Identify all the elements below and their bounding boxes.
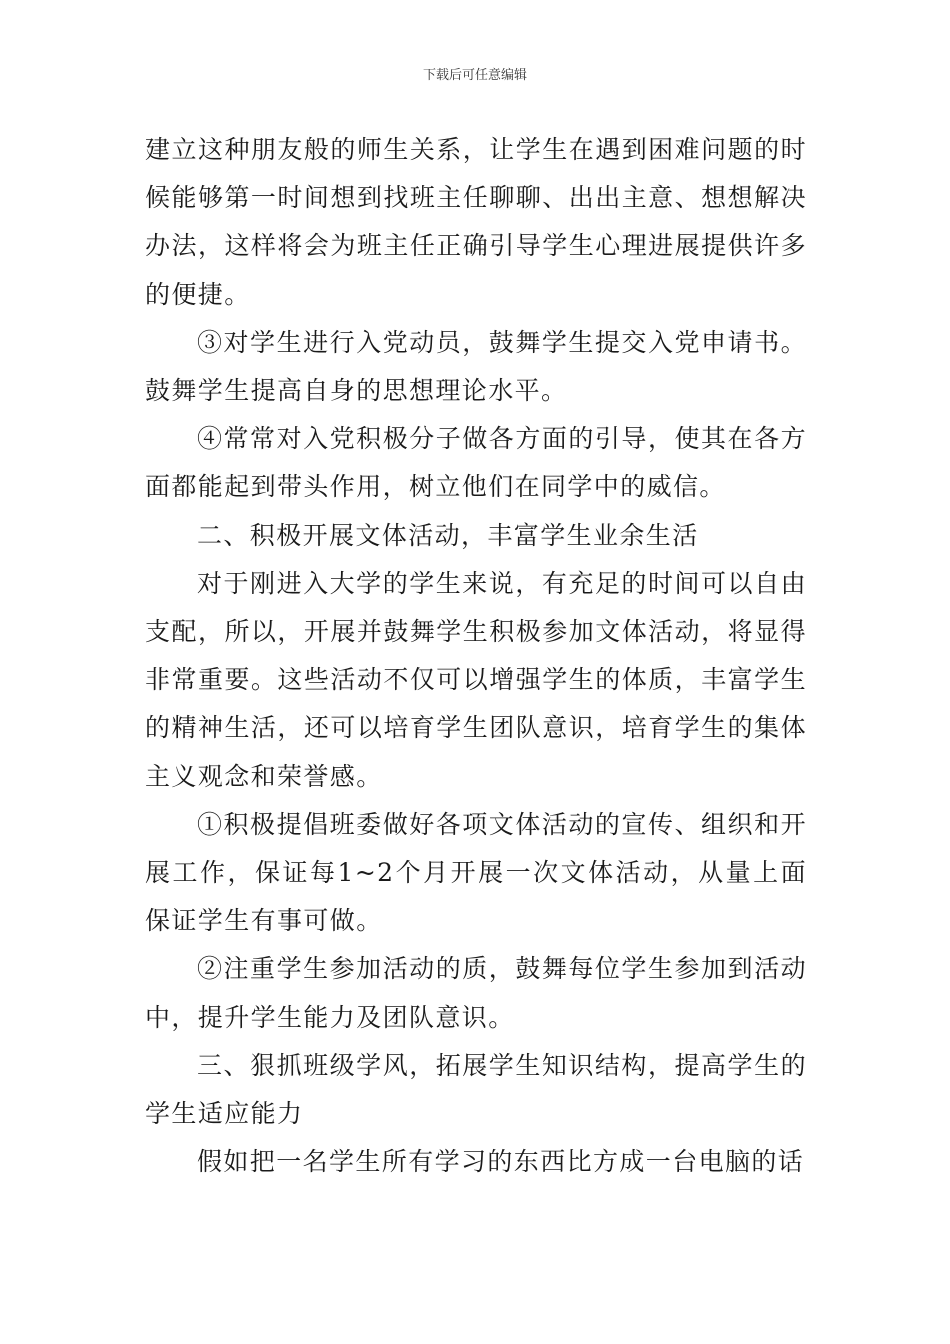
section-heading-2: 二、积极开展文体活动，丰富学生业余生活 xyxy=(197,520,699,550)
paragraph-5: ①积极提倡班委做好各项文体活动的宣传、组织和开展工作，保证每1~2个月开展一次文体活动，从量上面保证学生有事可做。 xyxy=(145,809,807,936)
document-body xyxy=(145,126,807,1186)
paragraph-3: ④常常对入党积极分子做各方面的引导，使其在各方面都能起到带头作用，树立他们在同学中的威信。 xyxy=(145,424,807,502)
paragraph-7: 假如把一名学生所有学习的东西比方成一台电脑的话 xyxy=(197,1147,805,1177)
section-heading-3: 三、狠抓班级学风，拓展学生知识结构，提高学生的学生适应能力 xyxy=(145,1050,807,1129)
paragraph-4: 对于刚进入大学的学生来说，有充足的时间可以自由支配，所以，开展并鼓舞学生积极参加文体活动，将显得非常重要。这些活动不仅可以增强学生的体质，丰富学生的精神生活，还可以培育学生团队意识，培育学生的集体主义观念和荣誉感。 xyxy=(145,568,807,791)
paragraph-1: 建立这种朋友般的师生关系，让学生在遇到困难问题的时候能够第一时间想到找班主任聊聊、出出主意、想想解决办法，这样将会为班主任正确引导学生心理进展提供许多的便捷。 xyxy=(145,135,807,309)
paragraph-6: ②注重学生参加活动的质，鼓舞每位学生参加到活动中，提升学生能力及团队意识。 xyxy=(145,954,807,1032)
paragraph-2: ③对学生进行入党动员，鼓舞学生提交入党申请书。鼓舞学生提高自身的思想理论水平。 xyxy=(145,327,807,406)
page-header: 下载后可任意编辑 xyxy=(422,68,527,83)
